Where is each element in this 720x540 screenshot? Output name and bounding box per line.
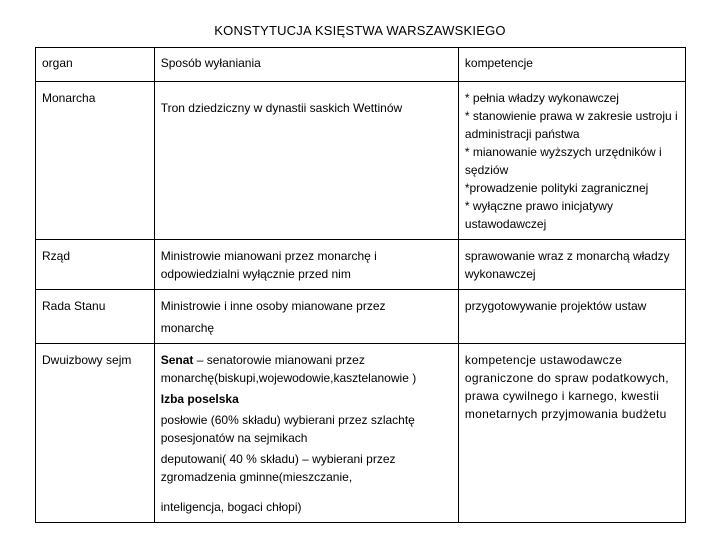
method-rzad: Ministrowie mianowani przez monarchę i odpowiedzialni wyłącznie przed nim — [154, 240, 458, 290]
header-method: Sposób wyłaniania — [154, 48, 458, 82]
organ-sejm: Dwuizbowy sejm — [36, 344, 155, 523]
organ-rzad: Rząd — [36, 240, 155, 290]
senat-label: Senat — [160, 353, 194, 367]
power-item: *prowadzenie polityki zagranicznej — [464, 181, 649, 195]
table-row-monarcha — [36, 82, 686, 240]
table-row-rzad — [36, 240, 686, 290]
powers-rada-stanu: przygotowywanie projektów ustaw — [458, 290, 685, 344]
deputowani-text: deputowani( 40 % składu) – wybierani przez zgromadzenia gminne(mieszczanie, — [160, 452, 399, 484]
organ-rada-stanu: Rada Stanu — [36, 290, 155, 344]
method-monarcha-text: Tron dziedziczny w dynastii saskich Wettinów — [160, 101, 403, 115]
power-item: * pełnia władzy wykonawczej — [464, 91, 619, 105]
method-rada-stanu — [154, 290, 458, 344]
senat-text: – senatorowie mianowani przez monarchę(biskupi,wojewodowie,kasztelanowie ) — [160, 353, 417, 385]
constitution-table — [35, 47, 686, 523]
method-rada-line1: Ministrowie i inne osoby mianowane przez — [160, 299, 386, 313]
powers-rzad: sprawowanie wraz z monarchą władzy wykonawczej — [458, 240, 685, 290]
power-item: * wyłączne prawo inicjatywy ustawodawczej — [464, 199, 617, 231]
deputowani-text-cont: inteligencja, bogaci chłopi) — [160, 500, 302, 514]
powers-sejm — [458, 344, 685, 523]
method-sejm — [154, 344, 458, 523]
header-organ: organ — [36, 48, 155, 82]
senat-description — [161, 351, 452, 387]
poslowie-text: posłowie (60% składu) wybierani przez szlachtę posesjonatów na sejmikach — [160, 413, 419, 445]
table-row-rada-stanu — [36, 290, 686, 344]
header-powers: kompetencje — [458, 48, 685, 82]
table-row-sejm — [36, 344, 686, 523]
organ-monarcha: Monarcha — [36, 82, 155, 240]
power-item: * mianowanie wyższych urzędników i sędziów — [464, 145, 665, 177]
izba-poselska-label: Izba poselska — [160, 392, 239, 406]
page-title: KONSTYTUCJA KSIĘSTWA WARSZAWSKIEGO — [214, 23, 506, 38]
table-header-row — [36, 48, 686, 82]
powers-monarcha — [458, 82, 685, 240]
power-item: * stanowienie prawa w zakresie ustroju i administracji państwa — [464, 109, 681, 141]
method-rada-line2: monarchę — [160, 321, 215, 335]
method-monarcha — [154, 82, 458, 240]
powers-sejm-text: kompetencje ustawodawcze ograniczone do spraw podatkowych, prawa cywilnego i karnego, kwestii monetarnych przyjmowania budżetu — [464, 353, 673, 421]
